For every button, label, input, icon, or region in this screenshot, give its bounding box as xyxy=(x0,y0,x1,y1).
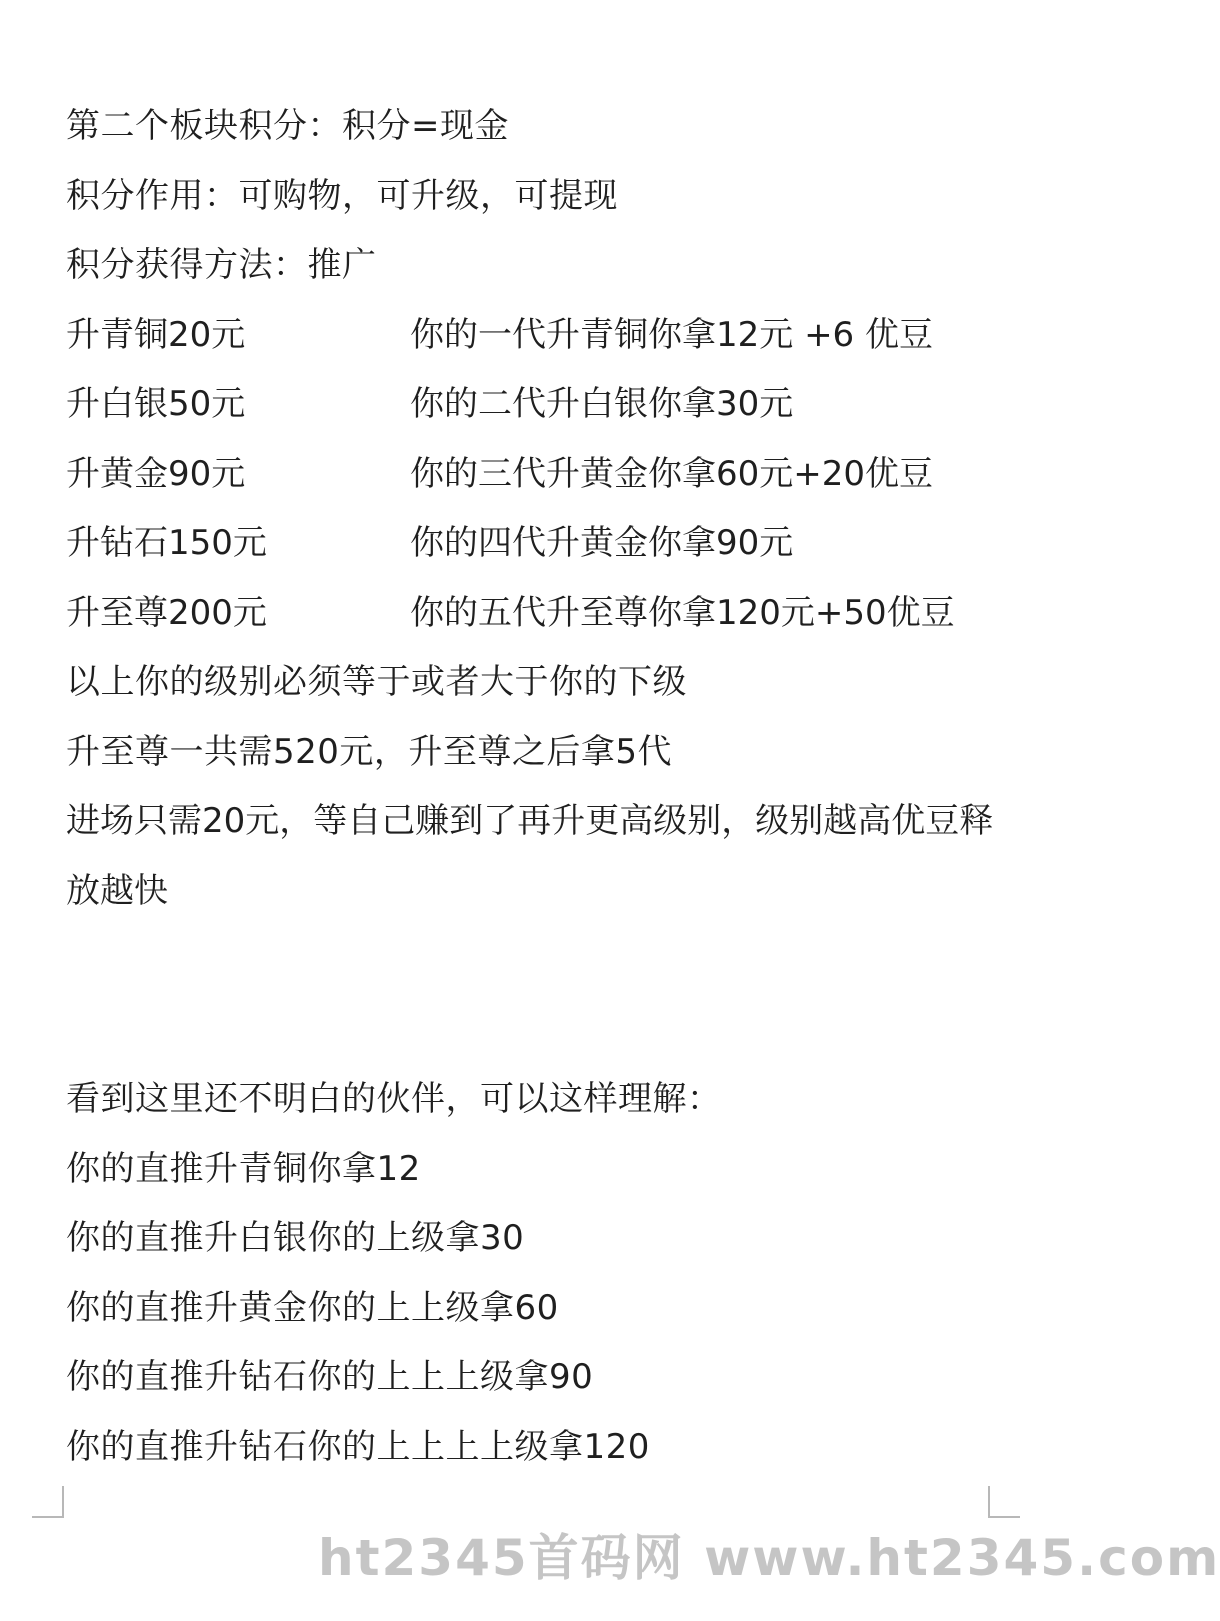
text-line: 看到这里还不明白的伙伴，可以这样理解： xyxy=(66,1079,722,1119)
text-paragraph: 进场只需20元，等自己赚到了再升更高级别，级别越高优豆释放越快 xyxy=(66,801,994,911)
text-line: 你的直推升青铜你拿12 xyxy=(66,1148,421,1189)
blank-space xyxy=(66,926,1026,1065)
level-upgrade-cost: 升黄金90元 xyxy=(66,453,246,494)
page-corner-mark xyxy=(32,1486,64,1518)
text-line: 升至尊一共需520元，升至尊之后拿5代 xyxy=(66,731,673,772)
level-row xyxy=(66,301,1026,371)
level-upgrade-cost: 升白银50元 xyxy=(66,384,246,424)
level-reward: 你的五代升至尊你拿120元+50优豆 xyxy=(410,592,955,633)
level-reward: 你的二代升白银你拿30元 xyxy=(410,384,794,424)
text-line: 你的直推升钻石你的上上上级拿90 xyxy=(66,1357,594,1397)
text-line: 你的直推升白银你的上级拿30 xyxy=(66,1218,525,1258)
document-body xyxy=(66,92,1026,1482)
text-line: 积分作用：可购物，可升级，可提现 xyxy=(66,175,618,216)
level-upgrade-cost: 升至尊200元 xyxy=(66,592,267,633)
level-row xyxy=(66,440,1026,510)
text-line: 以上你的级别必须等于或者大于你的下级 xyxy=(66,662,687,702)
level-row xyxy=(66,579,1026,649)
text-line: 你的直推升钻石你的上上上上级拿120 xyxy=(66,1426,650,1467)
level-reward: 你的四代升黄金你拿90元 xyxy=(410,523,794,563)
text-line: 积分获得方法：推广 xyxy=(66,245,377,285)
site-watermark: ht2345首码网 www.ht2345.com xyxy=(318,1529,1220,1587)
text-line: 你的直推升黄金你的上上级拿60 xyxy=(66,1287,559,1328)
level-row xyxy=(66,370,1026,440)
level-reward: 你的一代升青铜你拿12元 +6 优豆 xyxy=(410,314,933,355)
level-row xyxy=(66,509,1026,579)
page-corner-mark xyxy=(988,1486,1020,1518)
level-upgrade-cost: 升钻石150元 xyxy=(66,523,267,563)
level-upgrade-cost: 升青铜20元 xyxy=(66,314,246,355)
text-line: 第二个板块积分：积分=现金 xyxy=(66,106,509,146)
level-reward: 你的三代升黄金你拿60元+20优豆 xyxy=(410,453,934,494)
